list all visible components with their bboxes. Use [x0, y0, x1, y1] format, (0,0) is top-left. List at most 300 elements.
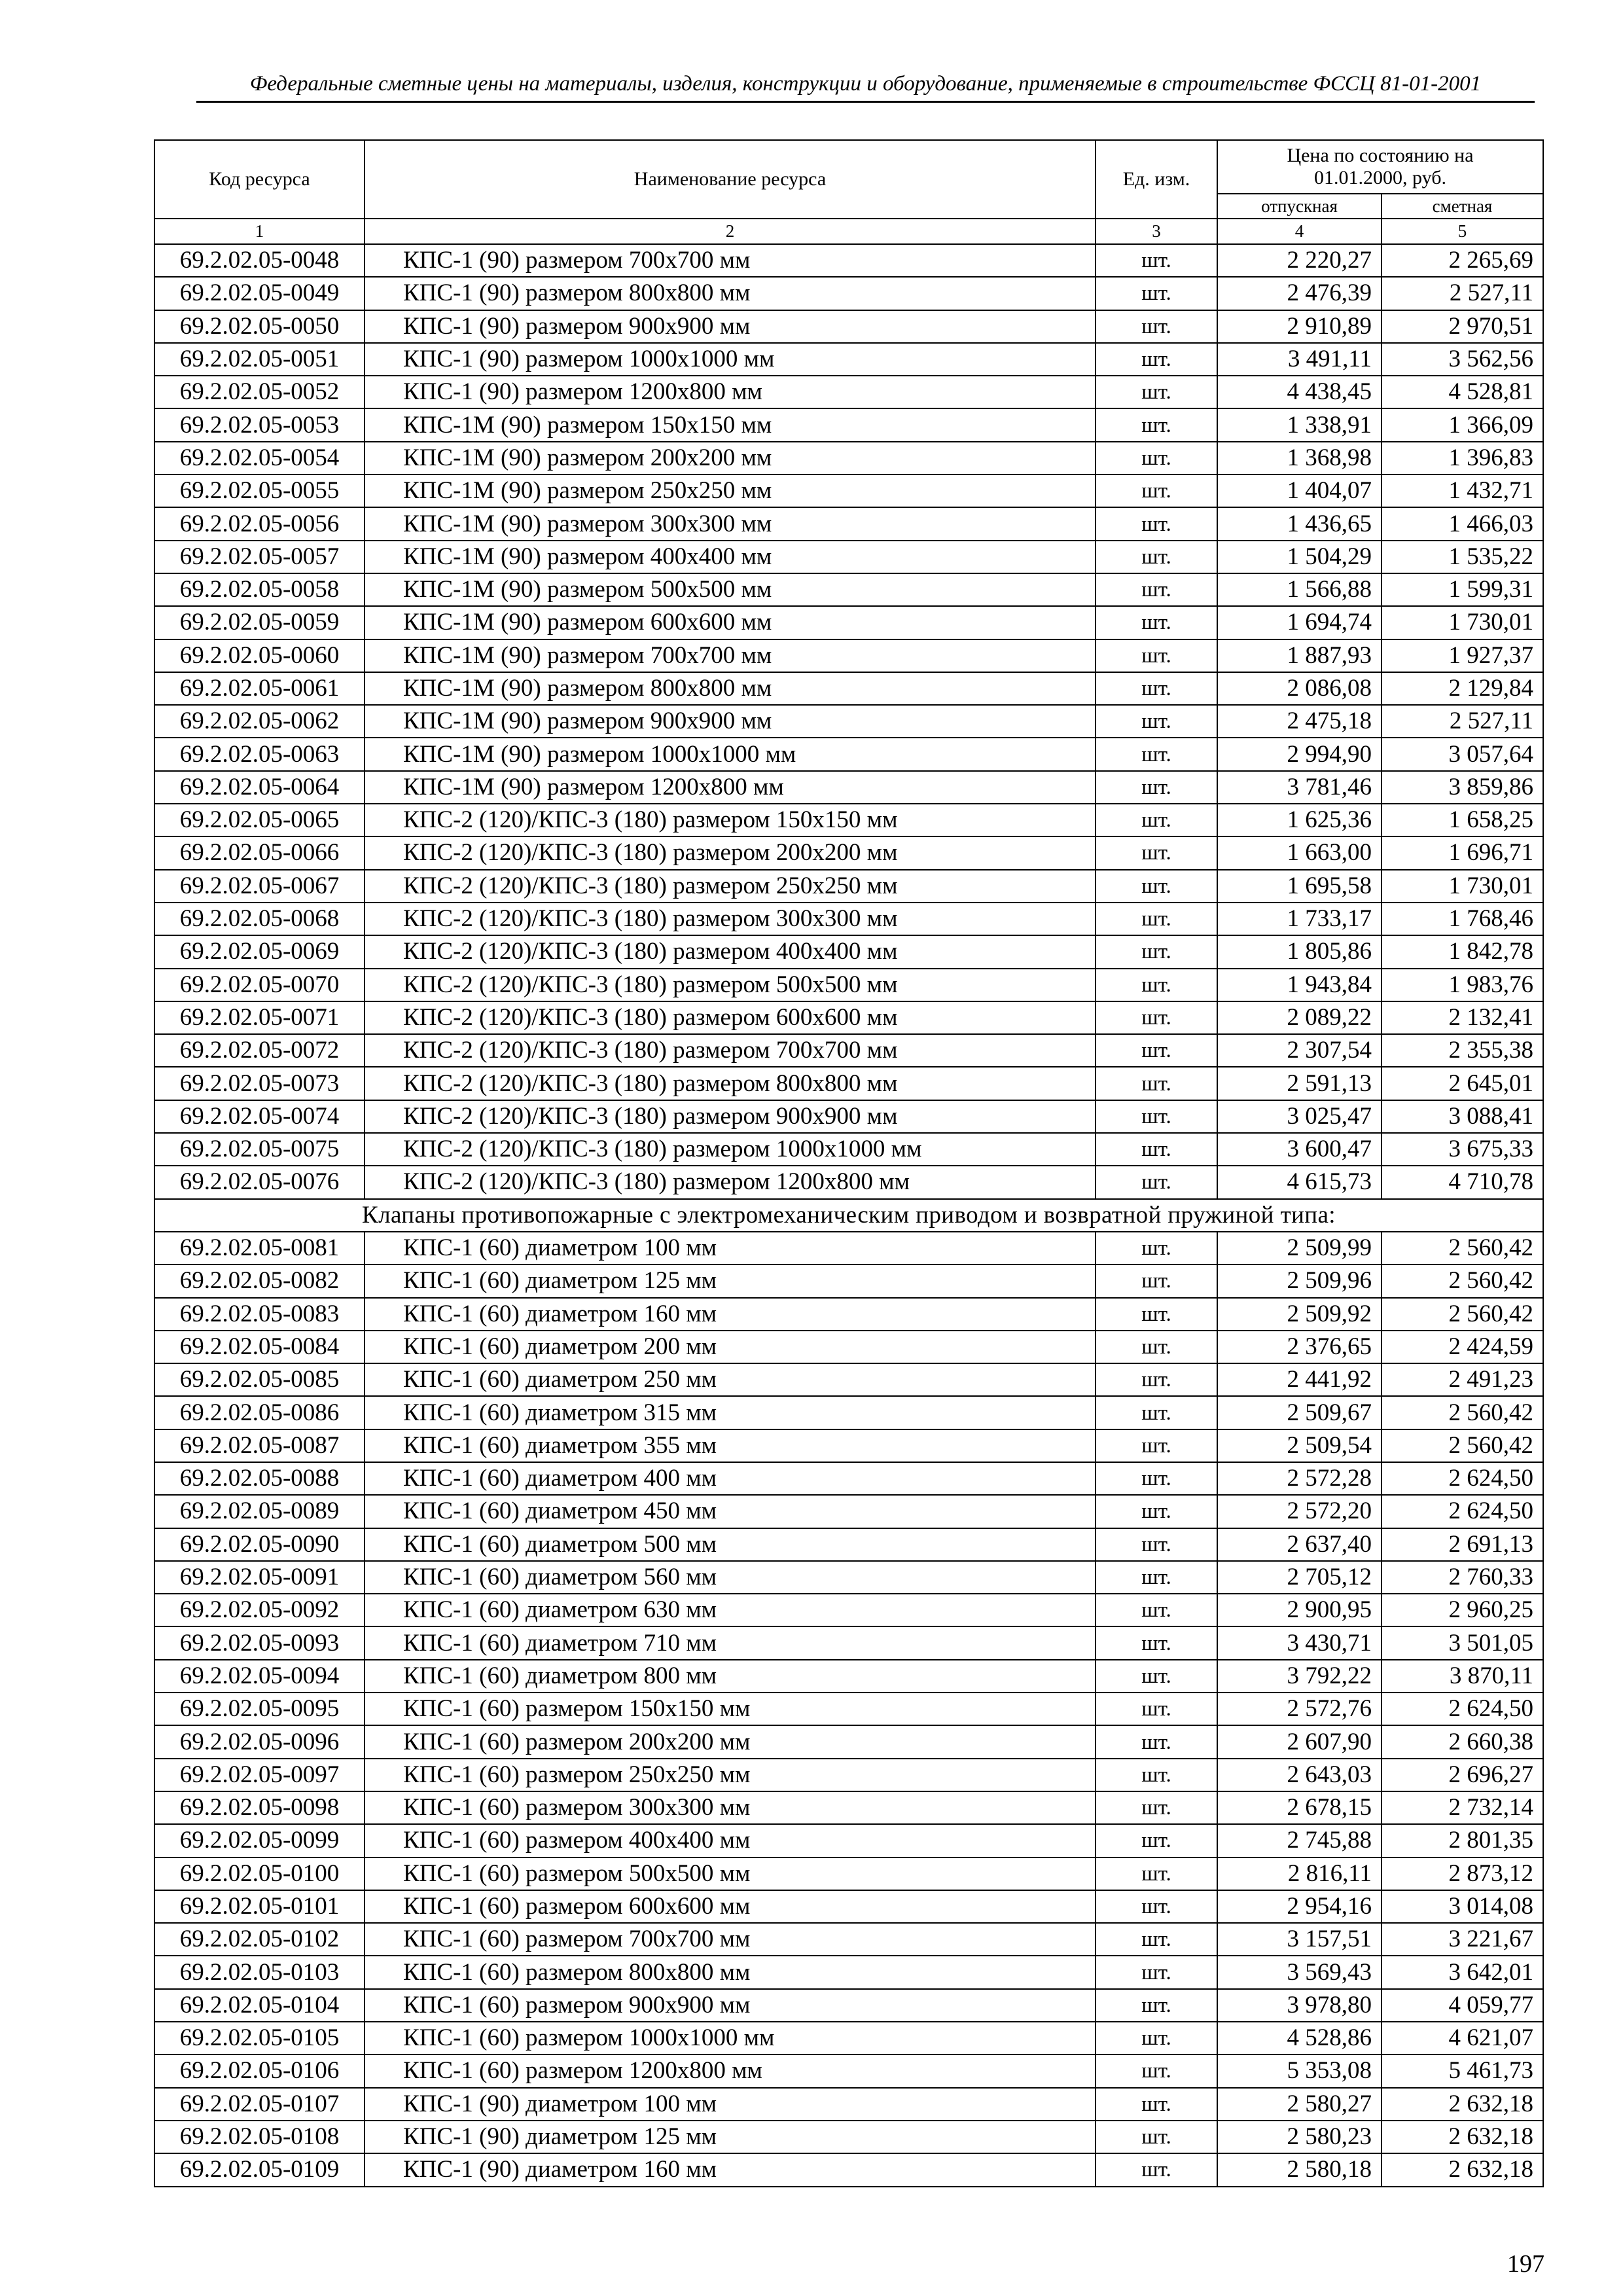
section-heading-row — [154, 1199, 1543, 1232]
resource-code: 69.2.02.05-0083 — [154, 1298, 365, 1331]
table-row — [154, 606, 1543, 639]
price-release: 2 580,23 — [1217, 2121, 1382, 2153]
resource-code: 69.2.02.05-0062 — [154, 705, 365, 738]
column-number-row — [154, 219, 1543, 244]
resource-name: КПС-1М (90) размером 400х400 мм — [365, 541, 1096, 573]
resource-unit: шт. — [1096, 310, 1217, 343]
table-row — [154, 1067, 1543, 1100]
table-row — [154, 1462, 1543, 1495]
table-row — [154, 1626, 1543, 1659]
resource-name: КПС-2 (120)/КПС-3 (180) размером 150х150 мм — [365, 804, 1096, 836]
resource-code: 69.2.02.05-0053 — [154, 408, 365, 441]
price-estimate: 2 873,12 — [1382, 1857, 1543, 1890]
resource-code: 69.2.02.05-0087 — [154, 1429, 365, 1462]
resource-code: 69.2.02.05-0064 — [154, 771, 365, 804]
resource-code: 69.2.02.05-0096 — [154, 1725, 365, 1758]
table-body-a — [154, 244, 1543, 1199]
resource-name: КПС-1М (90) размером 200х200 мм — [365, 442, 1096, 475]
resource-name: КПС-1 (90) диаметром 100 мм — [365, 2088, 1096, 2121]
resource-code: 69.2.02.05-0061 — [154, 672, 365, 705]
resource-code: 69.2.02.05-0076 — [154, 1166, 365, 1198]
price-estimate: 1 927,37 — [1382, 639, 1543, 672]
price-estimate: 2 624,50 — [1382, 1462, 1543, 1495]
resource-unit: шт. — [1096, 442, 1217, 475]
resource-code: 69.2.02.05-0050 — [154, 310, 365, 343]
price-release: 2 509,92 — [1217, 1298, 1382, 1331]
table-row — [154, 1528, 1543, 1561]
resource-code: 69.2.02.05-0058 — [154, 573, 365, 606]
table-row — [154, 639, 1543, 672]
resource-name: КПС-1 (60) диаметром 500 мм — [365, 1528, 1096, 1561]
price-estimate: 1 658,25 — [1382, 804, 1543, 836]
resource-name: КПС-1М (90) размером 500х500 мм — [365, 573, 1096, 606]
resource-unit: шт. — [1096, 771, 1217, 804]
resource-name: КПС-1 (60) размером 600х600 мм — [365, 1890, 1096, 1923]
price-estimate: 2 560,42 — [1382, 1298, 1543, 1331]
price-estimate: 3 221,67 — [1382, 1923, 1543, 1956]
price-estimate: 2 491,23 — [1382, 1363, 1543, 1396]
resource-code: 69.2.02.05-0074 — [154, 1100, 365, 1133]
resource-code: 69.2.02.05-0104 — [154, 1989, 365, 2022]
table-row — [154, 903, 1543, 935]
resource-name: КПС-1М (90) размером 800х800 мм — [365, 672, 1096, 705]
col-header-price-release: отпускная — [1217, 194, 1382, 219]
table-row — [154, 376, 1543, 408]
resource-unit: шт. — [1096, 277, 1217, 310]
resource-unit: шт. — [1096, 573, 1217, 606]
price-release: 2 580,27 — [1217, 2088, 1382, 2121]
resource-name: КПС-1М (90) размером 600х600 мм — [365, 606, 1096, 639]
table-row — [154, 507, 1543, 540]
price-release: 2 745,88 — [1217, 1824, 1382, 1857]
resource-unit: шт. — [1096, 408, 1217, 441]
table-row — [154, 1725, 1543, 1758]
table-body-b — [154, 1232, 1543, 2187]
resource-code: 69.2.02.05-0098 — [154, 1791, 365, 1824]
table-row — [154, 1890, 1543, 1923]
price-release: 1 887,93 — [1217, 639, 1382, 672]
resource-unit: шт. — [1096, 1166, 1217, 1198]
price-release: 2 954,16 — [1217, 1890, 1382, 1923]
resource-name: КПС-1М (90) размером 900х900 мм — [365, 705, 1096, 738]
table-row — [154, 1396, 1543, 1429]
resource-name: КПС-1 (60) диаметром 100 мм — [365, 1232, 1096, 1265]
price-release: 1 663,00 — [1217, 836, 1382, 869]
resource-table — [154, 139, 1544, 2187]
table-row — [154, 672, 1543, 705]
resource-unit: шт. — [1096, 672, 1217, 705]
resource-code: 69.2.02.05-0089 — [154, 1495, 365, 1528]
table-row — [154, 1331, 1543, 1363]
price-release: 1 943,84 — [1217, 969, 1382, 1001]
price-estimate: 2 560,42 — [1382, 1429, 1543, 1462]
price-estimate: 2 970,51 — [1382, 310, 1543, 343]
table-row — [154, 1133, 1543, 1166]
table-row — [154, 1166, 1543, 1198]
resource-name: КПС-2 (120)/КПС-3 (180) размером 500х500 мм — [365, 969, 1096, 1001]
resource-code: 69.2.02.05-0103 — [154, 1956, 365, 1988]
price-release: 1 695,58 — [1217, 870, 1382, 903]
price-estimate: 2 760,33 — [1382, 1561, 1543, 1594]
price-release: 2 900,95 — [1217, 1594, 1382, 1626]
price-release: 3 569,43 — [1217, 1956, 1382, 1988]
price-release: 2 591,13 — [1217, 1067, 1382, 1100]
table-row — [154, 705, 1543, 738]
price-estimate: 2 560,42 — [1382, 1265, 1543, 1297]
price-estimate: 2 424,59 — [1382, 1331, 1543, 1363]
resource-unit: шт. — [1096, 804, 1217, 836]
price-estimate: 2 132,41 — [1382, 1001, 1543, 1034]
resource-unit: шт. — [1096, 1265, 1217, 1297]
price-release: 2 572,28 — [1217, 1462, 1382, 1495]
table-row — [154, 1759, 1543, 1791]
resource-code: 69.2.02.05-0109 — [154, 2153, 365, 2186]
price-release: 3 600,47 — [1217, 1133, 1382, 1166]
resource-code: 69.2.02.05-0054 — [154, 442, 365, 475]
resource-code: 69.2.02.05-0091 — [154, 1561, 365, 1594]
resource-code: 69.2.02.05-0048 — [154, 244, 365, 277]
price-estimate: 4 710,78 — [1382, 1166, 1543, 1198]
price-estimate: 3 870,11 — [1382, 1660, 1543, 1693]
resource-name: КПС-1 (60) размером 150х150 мм — [365, 1693, 1096, 1725]
resource-unit: шт. — [1096, 639, 1217, 672]
table-row — [154, 870, 1543, 903]
price-release: 1 404,07 — [1217, 475, 1382, 507]
resource-unit: шт. — [1096, 738, 1217, 770]
resource-unit: шт. — [1096, 475, 1217, 507]
resource-code: 69.2.02.05-0073 — [154, 1067, 365, 1100]
price-release: 1 504,29 — [1217, 541, 1382, 573]
resource-unit: шт. — [1096, 870, 1217, 903]
price-release: 2 476,39 — [1217, 277, 1382, 310]
price-estimate: 2 645,01 — [1382, 1067, 1543, 1100]
resource-code: 69.2.02.05-0108 — [154, 2121, 365, 2153]
resource-unit: шт. — [1096, 1561, 1217, 1594]
table-row — [154, 408, 1543, 441]
table-row — [154, 1594, 1543, 1626]
resource-unit: шт. — [1096, 1232, 1217, 1265]
price-estimate: 2 691,13 — [1382, 1528, 1543, 1561]
resource-code: 69.2.02.05-0102 — [154, 1923, 365, 1956]
col-header-unit: Ед. изм. — [1096, 140, 1217, 219]
resource-name: КПС-2 (120)/КПС-3 (180) размером 200х200 мм — [365, 836, 1096, 869]
resource-unit: шт. — [1096, 1528, 1217, 1561]
price-estimate: 2 632,18 — [1382, 2153, 1543, 2186]
resource-code: 69.2.02.05-0081 — [154, 1232, 365, 1265]
table-row — [154, 1660, 1543, 1693]
price-release: 5 353,08 — [1217, 2054, 1382, 2087]
resource-unit: шт. — [1096, 1759, 1217, 1791]
price-release: 1 436,65 — [1217, 507, 1382, 540]
price-release: 3 781,46 — [1217, 771, 1382, 804]
price-release: 2 475,18 — [1217, 705, 1382, 738]
header-rule — [196, 101, 1535, 103]
table-row — [154, 2121, 1543, 2153]
price-estimate: 2 527,11 — [1382, 277, 1543, 310]
resource-code: 69.2.02.05-0106 — [154, 2054, 365, 2087]
resource-name: КПС-1 (60) диаметром 800 мм — [365, 1660, 1096, 1693]
price-estimate: 4 621,07 — [1382, 2022, 1543, 2054]
resource-name: КПС-1 (60) размером 1000х1000 мм — [365, 2022, 1096, 2054]
resource-code: 69.2.02.05-0070 — [154, 969, 365, 1001]
resource-unit: шт. — [1096, 1660, 1217, 1693]
table-row — [154, 2153, 1543, 2186]
resource-name: КПС-1 (60) размером 300х300 мм — [365, 1791, 1096, 1824]
table-row — [154, 1001, 1543, 1034]
resource-code: 69.2.02.05-0101 — [154, 1890, 365, 1923]
resource-name: КПС-1 (60) диаметром 400 мм — [365, 1462, 1096, 1495]
resource-unit: шт. — [1096, 1495, 1217, 1528]
resource-unit: шт. — [1096, 1429, 1217, 1462]
resource-unit: шт. — [1096, 2054, 1217, 2087]
table-row — [154, 573, 1543, 606]
resource-unit: шт. — [1096, 1331, 1217, 1363]
resource-name: КПС-1 (90) диаметром 160 мм — [365, 2153, 1096, 2186]
price-estimate: 2 265,69 — [1382, 244, 1543, 277]
price-release: 2 580,18 — [1217, 2153, 1382, 2186]
resource-name: КПС-1 (60) диаметром 315 мм — [365, 1396, 1096, 1429]
col-number: 5 — [1382, 219, 1543, 244]
price-release: 2 816,11 — [1217, 1857, 1382, 1890]
price-release: 4 615,73 — [1217, 1166, 1382, 1198]
resource-name: КПС-1 (60) диаметром 355 мм — [365, 1429, 1096, 1462]
price-release: 2 376,65 — [1217, 1331, 1382, 1363]
resource-name: КПС-1 (60) диаметром 125 мм — [365, 1265, 1096, 1297]
price-release: 2 220,27 — [1217, 244, 1382, 277]
resource-unit: шт. — [1096, 507, 1217, 540]
resource-code: 69.2.02.05-0095 — [154, 1693, 365, 1725]
price-estimate: 2 732,14 — [1382, 1791, 1543, 1824]
resource-code: 69.2.02.05-0105 — [154, 2022, 365, 2054]
price-release: 2 678,15 — [1217, 1791, 1382, 1824]
price-release: 1 805,86 — [1217, 935, 1382, 968]
price-release: 2 572,20 — [1217, 1495, 1382, 1528]
resource-name: КПС-1М (90) размером 1000х1000 мм — [365, 738, 1096, 770]
resource-name: КПС-1М (90) размером 1200х800 мм — [365, 771, 1096, 804]
resource-unit: шт. — [1096, 705, 1217, 738]
resource-unit: шт. — [1096, 1001, 1217, 1034]
col-number: 2 — [365, 219, 1096, 244]
resource-name: КПС-2 (120)/КПС-3 (180) размером 800х800 мм — [365, 1067, 1096, 1100]
resource-name: КПС-1 (60) диаметром 560 мм — [365, 1561, 1096, 1594]
table-row — [154, 1363, 1543, 1396]
running-header: Федеральные сметные цены на материалы, изделия, конструкции и оборудование, применяемые в строительстве ФССЦ 81-01-2001 — [249, 72, 1482, 96]
page-number: 197 — [1507, 2250, 1544, 2278]
table-row — [154, 1034, 1543, 1067]
table-row — [154, 1561, 1543, 1594]
price-estimate: 1 599,31 — [1382, 573, 1543, 606]
table-row — [154, 277, 1543, 310]
resource-code: 69.2.02.05-0068 — [154, 903, 365, 935]
resource-name: КПС-1 (90) диаметром 125 мм — [365, 2121, 1096, 2153]
resource-code: 69.2.02.05-0084 — [154, 1331, 365, 1363]
resource-name: КПС-1 (90) размером 700х700 мм — [365, 244, 1096, 277]
table-row — [154, 1100, 1543, 1133]
price-estimate: 4 528,81 — [1382, 376, 1543, 408]
price-estimate: 3 859,86 — [1382, 771, 1543, 804]
price-estimate: 2 129,84 — [1382, 672, 1543, 705]
table-row — [154, 771, 1543, 804]
resource-unit: шт. — [1096, 1956, 1217, 1988]
price-estimate: 1 730,01 — [1382, 870, 1543, 903]
price-release: 3 792,22 — [1217, 1660, 1382, 1693]
resource-code: 69.2.02.05-0107 — [154, 2088, 365, 2121]
section-heading: Клапаны противопожарные с электромеханическим приводом и возвратной пружиной типа: — [154, 1199, 1543, 1232]
price-estimate: 3 057,64 — [1382, 738, 1543, 770]
price-release: 2 307,54 — [1217, 1034, 1382, 1067]
table-row — [154, 1693, 1543, 1725]
table-row — [154, 475, 1543, 507]
price-release: 2 441,92 — [1217, 1363, 1382, 1396]
col-header-name: Наименование ресурса — [365, 140, 1096, 219]
price-release: 2 509,96 — [1217, 1265, 1382, 1297]
table-row — [154, 2022, 1543, 2054]
price-release: 2 637,40 — [1217, 1528, 1382, 1561]
price-estimate: 2 960,25 — [1382, 1594, 1543, 1626]
resource-name: КПС-2 (120)/КПС-3 (180) размером 250х250 мм — [365, 870, 1096, 903]
resource-code: 69.2.02.05-0090 — [154, 1528, 365, 1561]
price-estimate: 1 983,76 — [1382, 969, 1543, 1001]
price-estimate: 1 535,22 — [1382, 541, 1543, 573]
price-release: 3 430,71 — [1217, 1626, 1382, 1659]
price-release: 2 509,99 — [1217, 1232, 1382, 1265]
price-estimate: 2 527,11 — [1382, 705, 1543, 738]
price-release: 3 157,51 — [1217, 1923, 1382, 1956]
resource-unit: шт. — [1096, 935, 1217, 968]
resource-unit: шт. — [1096, 1034, 1217, 1067]
resource-unit: шт. — [1096, 1857, 1217, 1890]
resource-code: 69.2.02.05-0057 — [154, 541, 365, 573]
table-row — [154, 1265, 1543, 1297]
resource-name: КПС-1М (90) размером 300х300 мм — [365, 507, 1096, 540]
resource-code: 69.2.02.05-0075 — [154, 1133, 365, 1166]
resource-name: КПС-1 (90) размером 1200х800 мм — [365, 376, 1096, 408]
resource-name: КПС-1 (60) размером 700х700 мм — [365, 1923, 1096, 1956]
resource-unit: шт. — [1096, 1923, 1217, 1956]
resource-code: 69.2.02.05-0055 — [154, 475, 365, 507]
resource-name: КПС-1 (60) размером 250х250 мм — [365, 1759, 1096, 1791]
resource-name: КПС-1 (90) размером 900х900 мм — [365, 310, 1096, 343]
resource-code: 69.2.02.05-0060 — [154, 639, 365, 672]
price-estimate: 2 560,42 — [1382, 1232, 1543, 1265]
resource-code: 69.2.02.05-0063 — [154, 738, 365, 770]
resource-unit: шт. — [1096, 2022, 1217, 2054]
resource-code: 69.2.02.05-0100 — [154, 1857, 365, 1890]
price-release: 2 572,76 — [1217, 1693, 1382, 1725]
resource-unit: шт. — [1096, 1067, 1217, 1100]
price-release: 2 994,90 — [1217, 738, 1382, 770]
price-estimate: 1 730,01 — [1382, 606, 1543, 639]
table-row — [154, 541, 1543, 573]
resource-name: КПС-1 (90) размером 800х800 мм — [365, 277, 1096, 310]
resource-code: 69.2.02.05-0092 — [154, 1594, 365, 1626]
price-estimate: 2 660,38 — [1382, 1725, 1543, 1758]
table-row — [154, 1824, 1543, 1857]
table-row — [154, 1989, 1543, 2022]
price-estimate: 1 432,71 — [1382, 475, 1543, 507]
price-release: 1 694,74 — [1217, 606, 1382, 639]
resource-unit: шт. — [1096, 1989, 1217, 2022]
col-header-code: Код ресурса — [154, 140, 365, 219]
price-release: 2 509,67 — [1217, 1396, 1382, 1429]
resource-code: 69.2.02.05-0097 — [154, 1759, 365, 1791]
table-row — [154, 1232, 1543, 1265]
col-number: 1 — [154, 219, 365, 244]
resource-code: 69.2.02.05-0052 — [154, 376, 365, 408]
table-row — [154, 1923, 1543, 1956]
price-release: 1 566,88 — [1217, 573, 1382, 606]
price-release: 3 025,47 — [1217, 1100, 1382, 1133]
price-estimate: 3 501,05 — [1382, 1626, 1543, 1659]
resource-unit: шт. — [1096, 1396, 1217, 1429]
resource-name: КПС-1 (60) диаметром 160 мм — [365, 1298, 1096, 1331]
resource-unit: шт. — [1096, 1791, 1217, 1824]
resource-name: КПС-1М (90) размером 700х700 мм — [365, 639, 1096, 672]
resource-unit: шт. — [1096, 343, 1217, 376]
table-row — [154, 804, 1543, 836]
resource-code: 69.2.02.05-0059 — [154, 606, 365, 639]
resource-name: КПС-2 (120)/КПС-3 (180) размером 1200х800 мм — [365, 1166, 1096, 1198]
resource-code: 69.2.02.05-0049 — [154, 277, 365, 310]
resource-name: КПС-2 (120)/КПС-3 (180) размером 300х300 мм — [365, 903, 1096, 935]
price-estimate: 1 366,09 — [1382, 408, 1543, 441]
price-release: 2 086,08 — [1217, 672, 1382, 705]
resource-unit: шт. — [1096, 969, 1217, 1001]
price-estimate: 2 632,18 — [1382, 2121, 1543, 2153]
resource-name: КПС-1 (60) размером 900х900 мм — [365, 1989, 1096, 2022]
price-estimate: 1 466,03 — [1382, 507, 1543, 540]
table-row — [154, 1495, 1543, 1528]
resource-name: КПС-2 (120)/КПС-3 (180) размером 900х900 мм — [365, 1100, 1096, 1133]
table-row — [154, 738, 1543, 770]
resource-name: КПС-1 (60) размером 1200х800 мм — [365, 2054, 1096, 2087]
table-row — [154, 343, 1543, 376]
resource-code: 69.2.02.05-0069 — [154, 935, 365, 968]
table-row — [154, 969, 1543, 1001]
resource-name: КПС-1 (60) диаметром 450 мм — [365, 1495, 1096, 1528]
price-release: 2 509,54 — [1217, 1429, 1382, 1462]
table-row — [154, 310, 1543, 343]
resource-name: КПС-1М (90) размером 150х150 мм — [365, 408, 1096, 441]
price-release: 1 733,17 — [1217, 903, 1382, 935]
resource-code: 69.2.02.05-0082 — [154, 1265, 365, 1297]
resource-unit: шт. — [1096, 1890, 1217, 1923]
table-row — [154, 2088, 1543, 2121]
resource-name: КПС-1 (90) размером 1000х1000 мм — [365, 343, 1096, 376]
price-estimate: 2 624,50 — [1382, 1495, 1543, 1528]
resource-unit: шт. — [1096, 1363, 1217, 1396]
resource-code: 69.2.02.05-0072 — [154, 1034, 365, 1067]
resource-name: КПС-1 (60) размером 500х500 мм — [365, 1857, 1096, 1890]
price-estimate: 5 461,73 — [1382, 2054, 1543, 2087]
resource-code: 69.2.02.05-0088 — [154, 1462, 365, 1495]
price-release: 1 625,36 — [1217, 804, 1382, 836]
resource-code: 69.2.02.05-0086 — [154, 1396, 365, 1429]
price-estimate: 1 842,78 — [1382, 935, 1543, 968]
resource-unit: шт. — [1096, 1824, 1217, 1857]
resource-unit: шт. — [1096, 1626, 1217, 1659]
price-release: 4 438,45 — [1217, 376, 1382, 408]
resource-code: 69.2.02.05-0099 — [154, 1824, 365, 1857]
price-estimate: 3 675,33 — [1382, 1133, 1543, 1166]
resource-name: КПС-1 (60) размером 200х200 мм — [365, 1725, 1096, 1758]
resource-unit: шт. — [1096, 2153, 1217, 2186]
table-row — [154, 1857, 1543, 1890]
resource-name: КПС-2 (120)/КПС-3 (180) размером 400х400 мм — [365, 935, 1096, 968]
resource-unit: шт. — [1096, 1725, 1217, 1758]
table-row — [154, 1429, 1543, 1462]
table-section — [154, 1199, 1543, 1232]
